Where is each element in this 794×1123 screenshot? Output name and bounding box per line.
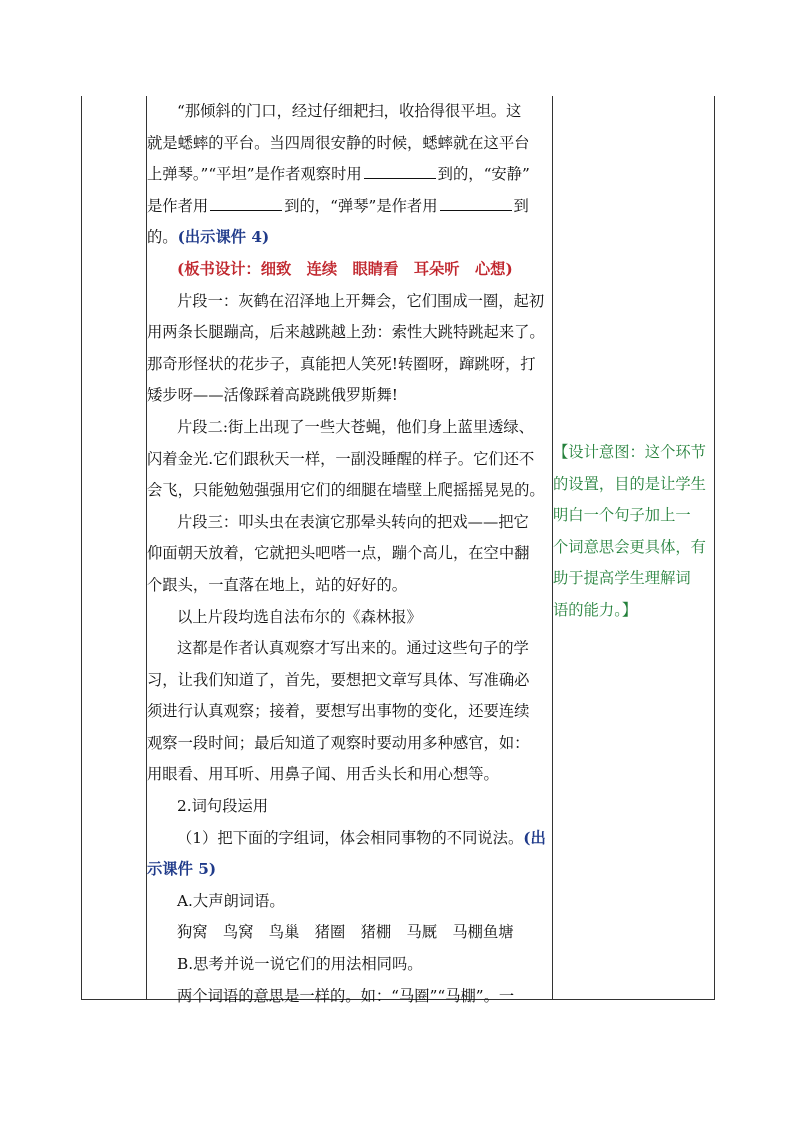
table-border-right xyxy=(714,96,715,1000)
text-line: 【设计意图：这个环节 xyxy=(553,443,706,461)
source-note: 以上片段均选自法布尔的《森林报》 xyxy=(177,607,422,626)
fill-blank xyxy=(440,209,512,211)
design-intent xyxy=(553,437,713,627)
text-line: 须进行认真观察；接着，要想写出事物的变化，还要连续 xyxy=(147,702,530,721)
summary-paragraph xyxy=(147,633,551,791)
text-line: 片段二:街上出现了一些大苍蝇，他们身上蓝里透绿、 xyxy=(177,417,534,436)
courseware-note: (出 xyxy=(523,828,546,847)
courseware-note: 示课件 5) xyxy=(147,860,217,879)
segment-3 xyxy=(147,507,551,602)
fill-blank xyxy=(210,209,282,211)
text-line: 语的能力。】 xyxy=(553,600,638,619)
text-line: 那奇形怪状的花步子，真能把人笑死!转圈呀，蹿跳呀，打 xyxy=(147,354,536,373)
segment-2 xyxy=(147,412,551,507)
text-line: 用眼看、用耳听、用鼻子闻、用舌头长和用心想等。 xyxy=(147,765,499,784)
text-line: “那倾斜的门口，经过仔细耙扫，收拾得很平坦。这 xyxy=(177,102,522,120)
text-line: 这都是作者认真观察才写出来的。通过这些句子的学 xyxy=(177,639,529,658)
fill-blank xyxy=(364,177,436,179)
text-fragment: （1）把下面的字组词，体会相同事物的不同说法。 xyxy=(177,828,524,847)
item-a: A.大声朗词语。 xyxy=(177,891,285,910)
text-fragment: 是作者用 xyxy=(147,196,209,215)
word-list: 狗窝 鸟窝 鸟巢 猪圈 猪棚 马厩 马棚鱼塘 xyxy=(177,923,514,942)
text-line: 助于提高学生理解词 xyxy=(553,569,691,588)
text-line: 观察一段时间；最后知道了观察时要动用多种感官，如： xyxy=(147,733,530,752)
text-line: 的设置，目的是让学生 xyxy=(553,474,706,493)
table-border-left xyxy=(81,96,82,1000)
task-1 xyxy=(147,823,551,886)
text-line xyxy=(147,222,551,254)
segment-1 xyxy=(147,286,551,412)
text-line xyxy=(147,191,551,223)
text-fragment: 上弹琴。”“平坦”是作者观察时用 xyxy=(147,165,362,184)
courseware-note: (出示课件 4) xyxy=(177,228,270,247)
board-design: (板书设计：细致 连续 眼睛看 耳朵听 心想) xyxy=(177,259,513,278)
text-line: 个词意思会更具体，有 xyxy=(553,537,706,556)
text-line: 矮步呀——活像踩着高跷跳俄罗斯舞! xyxy=(147,386,398,405)
text-line: 就是蟋蟀的平台。当四周很安静的时候，蟋蟀就在这平台 xyxy=(147,133,530,152)
text-line: 个跟头，一直落在地上，站的好好的。 xyxy=(147,575,408,594)
question-paragraph xyxy=(147,96,551,254)
text-line: 闪着金光.它们跟秋天一样，一副没睡醒的样子。它们还不 xyxy=(147,449,535,468)
text-line: 会飞，只能勉勉强强用它们的细腿在墙壁上爬摇摇晃晃的。 xyxy=(147,481,545,500)
text-line: 习，让我们知道了，首先，要想把文章写具体、写准确必 xyxy=(147,670,530,689)
text-fragment: 的。 xyxy=(147,228,178,247)
text-fragment: 到的，“弹琴”是作者用 xyxy=(284,196,438,215)
text-line: 片段三：叩头虫在表演它那晕头转向的把戏——把它 xyxy=(177,512,529,531)
example-line: 两个词语的意思是一样的。如：“马圈”“马棚”。一 xyxy=(177,986,515,1005)
text-line: 片段一：灰鹤在沼泽地上开舞会，它们围成一圈，起初 xyxy=(177,291,545,310)
text-line: 明白一个句子加上一 xyxy=(553,506,691,525)
section-heading: 2.词句段运用 xyxy=(177,797,269,816)
text-fragment: 到的，“安静” xyxy=(437,165,530,184)
text-line: 用两条长腿蹦高，后来越跳越上劲：索性大跳特跳起来了。 xyxy=(147,323,545,342)
text-fragment: 到 xyxy=(513,196,529,215)
text-line xyxy=(147,823,551,855)
teaching-content xyxy=(147,96,551,1012)
text-line xyxy=(147,159,551,191)
text-line: 仰面朝天放着，它就把头吧嗒一点，蹦个高儿，在空中翻 xyxy=(147,544,530,563)
item-b: B.思考并说一说它们的用法相同吗。 xyxy=(177,955,423,974)
